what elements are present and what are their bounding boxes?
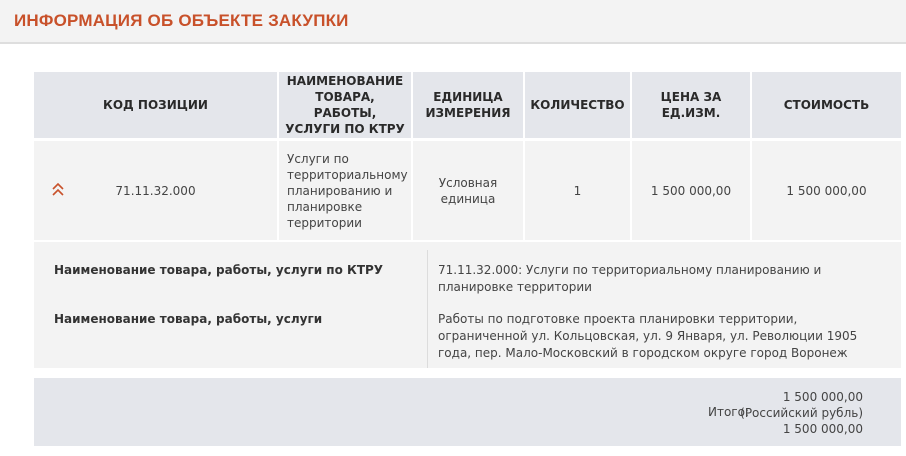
page-title: ИНФОРМАЦИЯ ОБ ОБЪЕКТЕ ЗАКУПКИ [14, 11, 349, 30]
position-code: 71.11.32.000 [115, 183, 196, 198]
ktru-name-cell: Услуги по территориальному планированию и планировке территории [279, 141, 413, 240]
total-label: Итого: [708, 405, 749, 419]
position-code-cell [34, 141, 279, 240]
ktru-name-label: Наименование товара, работы, услуги по КТРУ [54, 263, 384, 277]
column-header-unit: ЕДИНИЦА ИЗМЕРЕНИЯ [413, 72, 525, 138]
column-header-code: КОД ПОЗИЦИИ [34, 72, 279, 138]
unit-price-cell: 1 500 000,00 [632, 141, 752, 240]
column-header-quantity: КОЛИЧЕСТВО [525, 72, 632, 138]
unit-cell: Условная единица [413, 141, 525, 240]
item-details-panel [34, 242, 901, 368]
page-header [0, 0, 906, 44]
item-name-value: Работы по подготовке проекта планировки территории, ограниченной ул. Кольцовская, ул. 9 Января, ул. Революции 1905 года, пер. Мало-Московский в городском округе город Воронеж [438, 312, 858, 360]
details-divider [427, 250, 428, 368]
total-values [740, 389, 863, 437]
column-header-unit-price: ЦЕНА ЗА ЕД.ИЗМ. [632, 72, 752, 138]
ktru-name-value: 71.11.32.000: Услуги по территориальному планированию и планировке территории [438, 263, 822, 294]
collapse-chevron-icon[interactable] [51, 181, 65, 199]
table-row[interactable] [34, 138, 901, 240]
cost-cell: 1 500 000,00 [786, 183, 867, 198]
total-amount: 1 500 000,00 [782, 390, 863, 404]
quantity-cell: 1 [525, 141, 632, 240]
column-header-ktru-name: НАИМЕНОВАНИЕ ТОВАРА, РАБОТЫ, УСЛУГИ ПО КТРУ [279, 72, 413, 138]
item-name-label: Наименование товара, работы, услуги [54, 312, 323, 326]
total-amount-repeat: 1 500 000,00 [782, 422, 863, 436]
table-header-row [34, 72, 901, 138]
column-header-cost: СТОИМОСТЬ [783, 98, 870, 112]
total-currency: (Российский рубль) [740, 406, 863, 420]
totals-panel [34, 378, 901, 446]
purchase-items-table [34, 72, 901, 240]
